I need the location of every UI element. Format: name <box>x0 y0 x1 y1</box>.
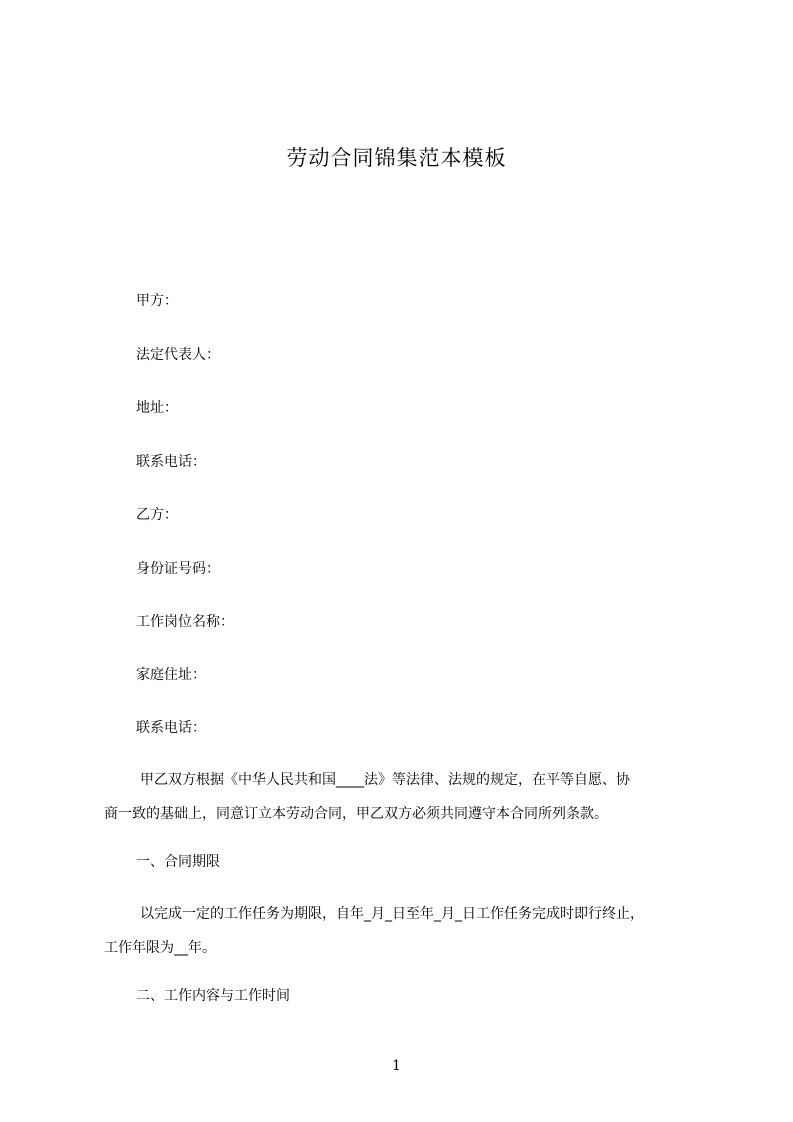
section-1-line-1: 以完成一定的工作任务为期限，自年_月_日至年_月_日工作任务完成时即行终止， <box>140 906 644 922</box>
party-a-phone-label: 联系电话： <box>136 454 206 470</box>
party-a-label: 甲方： <box>136 293 178 309</box>
section-2-heading: 二、工作内容与工作时间 <box>136 988 290 1004</box>
intro-line-2: 商一致的基础上，同意订立本劳动合同，甲乙双方必须共同遵守本合同所列条款。 <box>104 806 608 822</box>
intro-line-1: 甲乙双方根据《中华人民共和国____法》等法律、法规的规定，在平等自愿、协 <box>140 772 630 788</box>
section-1-heading: 一、合同期限 <box>136 854 220 870</box>
section-1-line-2: 工作年限为__年。 <box>104 940 216 956</box>
id-number-label: 身份证号码： <box>136 561 220 577</box>
home-address-label: 家庭住址： <box>136 667 206 683</box>
party-b-phone-label: 联系电话： <box>136 720 206 736</box>
job-position-label: 工作岗位名称： <box>136 614 234 630</box>
address-label: 地址： <box>136 400 178 416</box>
document-title: 劳动合同锦集范本模板 <box>286 146 507 170</box>
legal-representative-label: 法定代表人： <box>136 347 220 363</box>
party-b-label: 乙方： <box>136 507 178 523</box>
page-number: 1 <box>392 1058 401 1074</box>
